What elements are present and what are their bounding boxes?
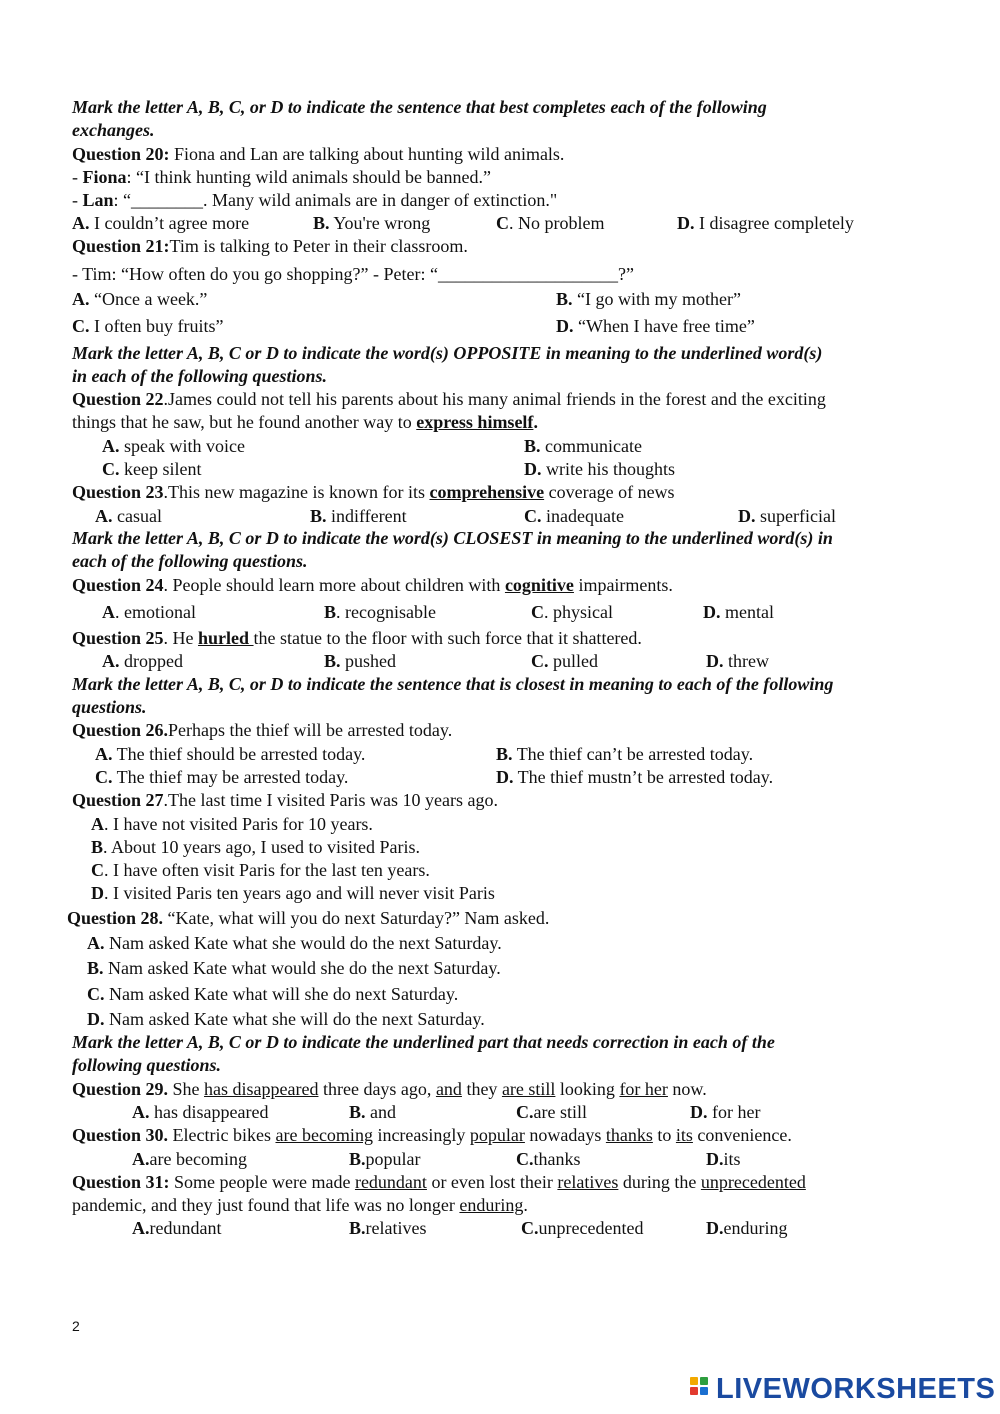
logo-square-4 [700, 1387, 708, 1395]
instruction-sentence-closest-line2: questions. [72, 697, 147, 717]
q23-option-a[interactable]: A. casual [95, 506, 162, 526]
q31-option-c[interactable]: C.unprecedented [521, 1218, 644, 1238]
instruction-correction-line1: Mark the letter A, B, C or D to indicate the underlined part that needs correction in each of the [72, 1032, 775, 1052]
q21-option-d[interactable]: D. “When I have free time” [556, 316, 755, 336]
q27-option-b[interactable]: B. About 10 years ago, I used to visited Paris. [91, 837, 420, 857]
logo-square-3 [690, 1387, 698, 1395]
q22-underlined: express himself [416, 412, 534, 432]
q26-option-d[interactable]: D. The thief mustn’t be arrested today. [496, 767, 774, 787]
q24-option-b[interactable]: B. recognisable [324, 602, 436, 622]
q25-underlined: hurled [198, 628, 254, 648]
q29-option-c[interactable]: C.are still [516, 1102, 587, 1122]
q20-lan-line: - Lan: “________. Many wild animals are in danger of extinction." [72, 190, 558, 210]
question-24: Question 24. People should learn more about children with cognitive impairments. [72, 575, 673, 595]
instruction-opposite-line2: in each of the following questions. [72, 366, 328, 386]
q24-option-d[interactable]: D. mental [703, 602, 774, 622]
question-27: Question 27.The last time I visited Paris was 10 years ago. [72, 790, 498, 810]
q23-option-b[interactable]: B. indifferent [310, 506, 407, 526]
q24-option-c[interactable]: C. physical [531, 602, 613, 622]
q20-option-a[interactable]: A. I couldn’t agree more [72, 213, 250, 233]
liveworksheets-logo-icon [690, 1375, 710, 1403]
q27-option-c[interactable]: C. I have often visit Paris for the last ten years. [91, 860, 430, 880]
q22-line2: things that he saw, but he found another way to express himself. [72, 412, 538, 432]
q23-option-c[interactable]: C. inadequate [524, 506, 624, 526]
question-22: Question 22.James could not tell his parents about his many animal friends in the forest and the exciting [72, 389, 826, 409]
q31-option-b[interactable]: B.relatives [349, 1218, 427, 1238]
q20-fiona-line: - Fiona: “I think hunting wild animals should be banned.” [72, 167, 491, 187]
q22-option-c[interactable]: C. keep silent [102, 459, 202, 479]
question-28: Question 28. “Kate, what will you do next Saturday?” Nam asked. [67, 908, 550, 928]
q28-option-b[interactable]: B. Nam asked Kate what would she do the next Saturday. [87, 958, 501, 978]
q20-option-c[interactable]: C. No problem [496, 213, 605, 233]
q30-option-d[interactable]: D.its [706, 1149, 741, 1169]
q26-option-c[interactable]: C. The thief may be arrested today. [95, 767, 349, 787]
instruction-closest-line1: Mark the letter A, B, C or D to indicate the word(s) CLOSEST in meaning to the underlined word(s) in [72, 528, 833, 548]
q31-option-a[interactable]: A.redundant [132, 1218, 222, 1238]
q30-option-b[interactable]: B.popular [349, 1149, 421, 1169]
q21-option-c[interactable]: C. I often buy fruits” [72, 316, 224, 336]
q30-option-a[interactable]: A.are becoming [132, 1149, 247, 1169]
q22-option-d[interactable]: D. write his thoughts [524, 459, 675, 479]
instruction-closest-line2: each of the following questions. [72, 551, 308, 571]
q26-option-a[interactable]: A. The thief should be arrested today. [95, 744, 366, 764]
q28-option-c[interactable]: C. Nam asked Kate what will she do next Saturday. [87, 984, 459, 1004]
q24-option-a[interactable]: A. emotional [102, 602, 196, 622]
question-20: Question 20: Fiona and Lan are talking about hunting wild animals. [72, 144, 565, 164]
question-21: Question 21:Tim is talking to Peter in their classroom. [72, 236, 468, 256]
q29-option-a[interactable]: A. has disappeared [132, 1102, 269, 1122]
q25-option-d[interactable]: D. threw [706, 651, 769, 671]
question-25: Question 25. He hurled the statue to the floor with such force that it shattered. [72, 628, 642, 648]
question-26: Question 26.Perhaps the thief will be arrested today. [72, 720, 453, 740]
q28-option-d[interactable]: D. Nam asked Kate what she will do the next Saturday. [87, 1009, 485, 1029]
q23-option-d[interactable]: D. superficial [738, 506, 836, 526]
q21-option-b[interactable]: B. “I go with my mother” [556, 289, 741, 309]
q22-option-b[interactable]: B. communicate [524, 436, 642, 456]
q22-option-a[interactable]: A. speak with voice [102, 436, 245, 456]
liveworksheets-logo-text: LIVEWORKSHEETS [716, 1372, 996, 1405]
q25-option-a[interactable]: A. dropped [102, 651, 183, 671]
question-30: Question 30. Electric bikes are becoming increasingly popular nowadays thanks to its convenience. [72, 1125, 792, 1145]
q20-option-d[interactable]: D. I disagree completely [677, 213, 854, 233]
instruction-sentence-closest-line1: Mark the letter A, B, C, or D to indicate the sentence that is closest in meaning to each of the following [72, 674, 834, 694]
instruction-exchanges-line2: exchanges. [72, 120, 155, 140]
instruction-exchanges-line1: Mark the letter A, B, C, or D to indicate the sentence that best completes each of the following [72, 97, 767, 117]
q28-option-a[interactable]: A. Nam asked Kate what she would do the next Saturday. [87, 933, 502, 953]
q23-underlined: comprehensive [429, 482, 545, 502]
q29-option-b[interactable]: B. and [349, 1102, 397, 1122]
logo-square-1 [690, 1377, 698, 1385]
page-number: 2 [72, 1318, 80, 1334]
q26-option-b[interactable]: B. The thief can’t be arrested today. [496, 744, 754, 764]
q21-dialog: - Tim: “How often do you go shopping?” - Peter: “____________________?” [72, 264, 634, 284]
logo-square-2 [700, 1377, 708, 1385]
question-29: Question 29. She has disappeared three days ago, and they are still looking for her now. [72, 1079, 707, 1099]
instruction-correction-line2: following questions. [72, 1055, 222, 1075]
q29-option-d[interactable]: D. for her [690, 1102, 761, 1122]
q20-option-b[interactable]: B. You're wrong [313, 213, 431, 233]
q31-option-d[interactable]: D.enduring [706, 1218, 788, 1238]
q30-option-c[interactable]: C.thanks [516, 1149, 581, 1169]
q27-option-d[interactable]: D. I visited Paris ten years ago and will never visit Paris [91, 883, 495, 903]
q21-option-a[interactable]: A. “Once a week.” [72, 289, 208, 309]
q31-line2: pandemic, and they just found that life was no longer enduring. [72, 1195, 528, 1215]
question-31: Question 31: Some people were made redundant or even lost their relatives during the unprecedented [72, 1172, 806, 1192]
q25-option-c[interactable]: C. pulled [531, 651, 598, 671]
liveworksheets-logo[interactable] [690, 1372, 995, 1406]
instruction-opposite-line1: Mark the letter A, B, C or D to indicate the word(s) OPPOSITE in meaning to the underlined word(s) [72, 343, 823, 363]
q24-underlined: cognitive [504, 575, 574, 595]
q25-option-b[interactable]: B. pushed [324, 651, 397, 671]
q27-option-a[interactable]: A. I have not visited Paris for 10 years. [91, 814, 373, 834]
question-23: Question 23.This new magazine is known for its comprehensive coverage of news [72, 482, 675, 502]
